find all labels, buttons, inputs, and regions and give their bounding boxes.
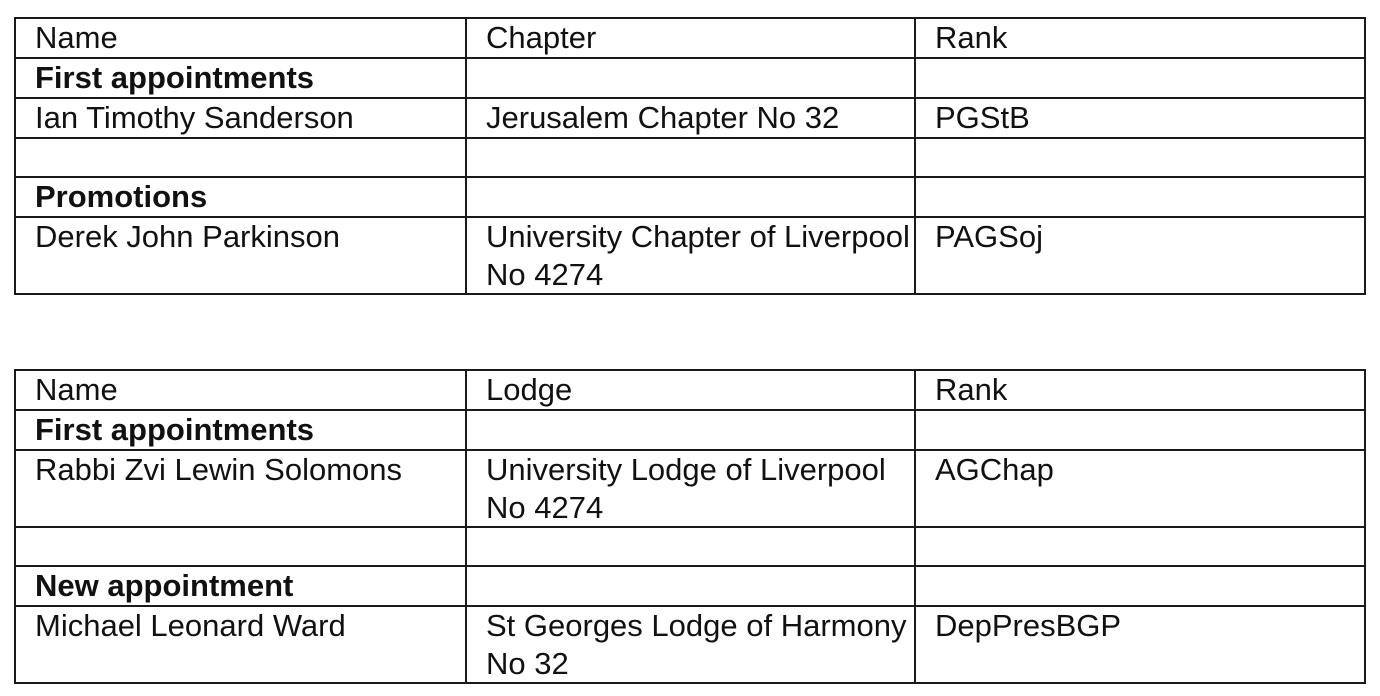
section-label: First appointments: [15, 410, 466, 450]
empty-cell: [915, 410, 1365, 450]
table-row: [15, 98, 1365, 138]
table-row: [15, 450, 1365, 527]
section-row-new-appointment: [15, 566, 1365, 606]
header-name: Name: [15, 370, 466, 410]
cell-chapter: University Chapter of Liverpool No 4274: [466, 217, 915, 294]
spacer-row: [15, 527, 1365, 566]
section-row-first-appointments: [15, 410, 1365, 450]
lodge-appointments-table: [14, 369, 1366, 684]
cell-rank: PAGSoj: [915, 217, 1365, 294]
table-row: [15, 606, 1365, 683]
section-label: First appointments: [15, 58, 466, 98]
header-chapter: Chapter: [466, 18, 915, 58]
cell-rank: PGStB: [915, 98, 1365, 138]
chapter-appointments-table: [14, 17, 1366, 295]
empty-cell: [466, 527, 915, 566]
cell-rank: AGChap: [915, 450, 1365, 527]
cell-name: Rabbi Zvi Lewin Solomons: [15, 450, 466, 527]
table-header-row: [15, 18, 1365, 58]
cell-name: Derek John Parkinson: [15, 217, 466, 294]
header-rank: Rank: [915, 370, 1365, 410]
empty-cell: [915, 527, 1365, 566]
cell-chapter: Jerusalem Chapter No 32: [466, 98, 915, 138]
cell-name: Ian Timothy Sanderson: [15, 98, 466, 138]
table-row: [15, 217, 1365, 294]
empty-cell: [15, 527, 466, 566]
empty-cell: [466, 177, 915, 217]
header-name: Name: [15, 18, 466, 58]
empty-cell: [466, 58, 915, 98]
spacer-row: [15, 138, 1365, 177]
empty-cell: [915, 177, 1365, 217]
empty-cell: [466, 566, 915, 606]
section-row-promotions: [15, 177, 1365, 217]
table-header-row: [15, 370, 1365, 410]
empty-cell: [15, 138, 466, 177]
section-row-first-appointments: [15, 58, 1365, 98]
empty-cell: [466, 138, 915, 177]
empty-cell: [915, 58, 1365, 98]
empty-cell: [466, 410, 915, 450]
cell-lodge: University Lodge of Liverpool No 4274: [466, 450, 915, 527]
cell-lodge: St Georges Lodge of Harmony No 32: [466, 606, 915, 683]
section-label: New appointment: [15, 566, 466, 606]
header-rank: Rank: [915, 18, 1365, 58]
header-lodge: Lodge: [466, 370, 915, 410]
cell-name: Michael Leonard Ward: [15, 606, 466, 683]
cell-rank: DepPresBGP: [915, 606, 1365, 683]
empty-cell: [915, 138, 1365, 177]
empty-cell: [915, 566, 1365, 606]
section-label: Promotions: [15, 177, 466, 217]
